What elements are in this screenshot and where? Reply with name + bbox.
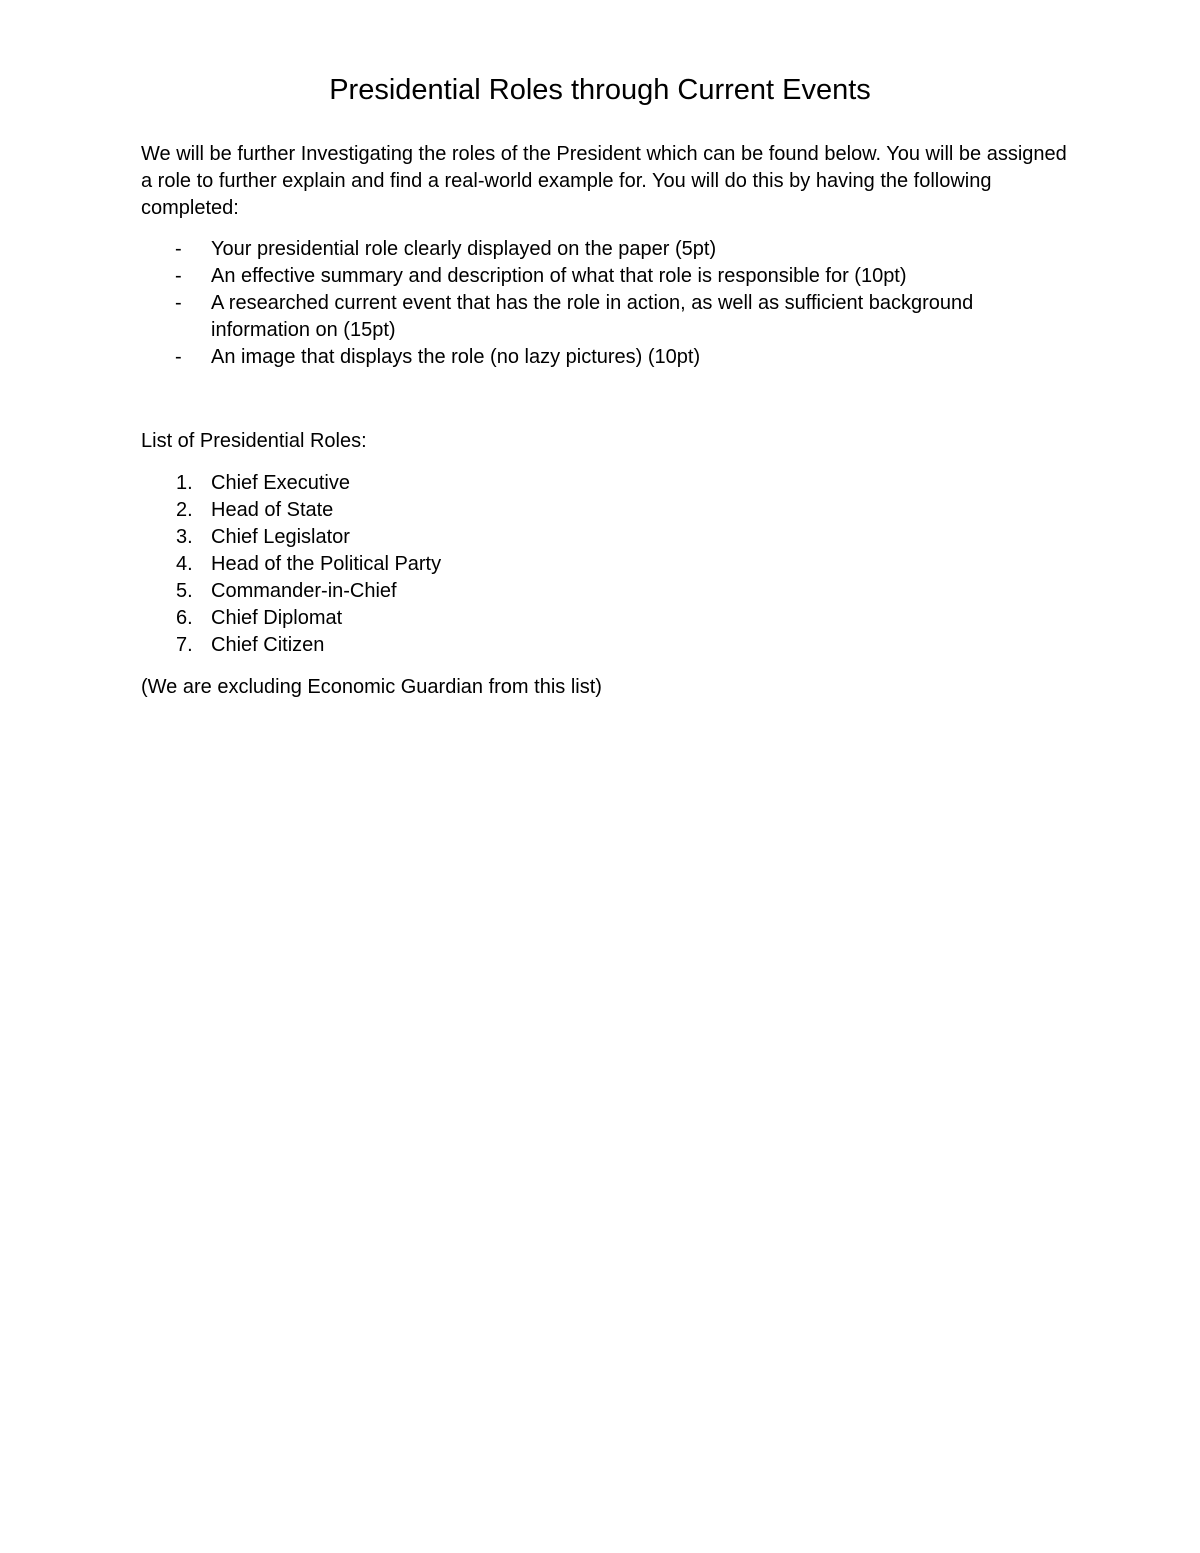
exclusion-note: (We are excluding Economic Guardian from this list) [141, 676, 602, 698]
page-title: Presidential Roles through Current Events [329, 74, 871, 106]
requirement-item [141, 236, 1071, 263]
role-label: Head of the Political Party [211, 553, 442, 575]
role-label: Commander-in-Chief [211, 580, 397, 602]
role-number: 7. [176, 634, 193, 656]
role-label: Chief Legislator [211, 526, 350, 548]
requirement-item [141, 344, 1071, 371]
requirement-item [141, 290, 1071, 344]
requirement-text: A researched current event that has the role in action, as well as sufficient background information on (15pt) [211, 292, 974, 341]
role-item [141, 470, 441, 497]
requirement-item [141, 263, 1071, 290]
role-number: 4. [176, 553, 193, 575]
dash-bullet: - [175, 346, 182, 368]
requirement-text: Your presidential role clearly displayed on the paper (5pt) [211, 238, 717, 260]
dash-bullet: - [175, 292, 182, 314]
roles-list [141, 470, 441, 659]
role-label: Chief Diplomat [211, 607, 343, 629]
role-label: Chief Executive [211, 472, 350, 494]
role-number: 5. [176, 580, 193, 602]
role-item [141, 524, 441, 551]
requirement-text: An effective summary and description of what that role is responsible for (10pt) [211, 265, 907, 287]
role-label: Chief Citizen [211, 634, 325, 656]
role-number: 1. [176, 472, 193, 494]
requirement-text: An image that displays the role (no lazy pictures) (10pt) [211, 346, 701, 368]
requirements-list [141, 236, 1071, 371]
role-item [141, 632, 441, 659]
role-label: Head of State [211, 499, 334, 521]
dash-bullet: - [175, 265, 182, 287]
role-item [141, 551, 441, 578]
role-item [141, 497, 441, 524]
role-number: 6. [176, 607, 193, 629]
role-number: 3. [176, 526, 193, 548]
dash-bullet: - [175, 238, 182, 260]
intro-paragraph: We will be further Investigating the roles of the President which can be found below. You will be assigned a role to further explain and find a real-world example for. You will do this by having the following completed: [141, 143, 1067, 219]
roles-heading: List of Presidential Roles: [141, 430, 367, 452]
role-item [141, 578, 441, 605]
role-number: 2. [176, 499, 193, 521]
role-item [141, 605, 441, 632]
